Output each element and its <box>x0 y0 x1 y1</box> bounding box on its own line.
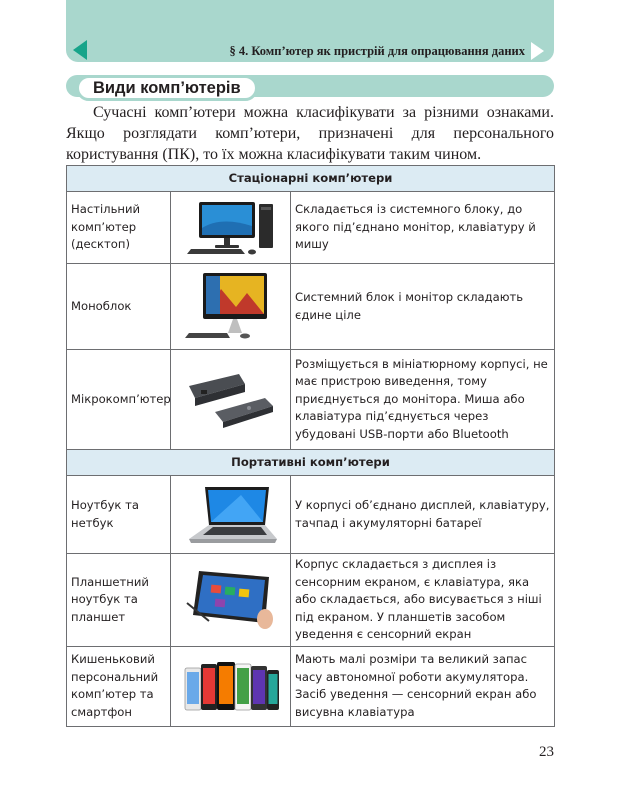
group-header-stationary: Стаціонарні комп’ютери <box>67 166 555 192</box>
all-in-one-pc-image <box>181 269 281 345</box>
desktop-pc-image <box>181 198 281 258</box>
row-description: У корпусі об’єднано дисплей, клавіатуру, тачпад і акумуляторні батареї <box>291 476 555 554</box>
row-name: Планшетний ноутбук та планшет <box>67 554 171 647</box>
classification-table <box>66 165 555 727</box>
running-head: § 4. Комп’ютер як пристрій для опрацювання даних <box>229 44 525 58</box>
smartphones-image <box>181 656 281 716</box>
tablet-stylus-image <box>181 563 281 637</box>
back-arrow-icon <box>73 40 87 60</box>
intro-paragraph: Сучасні комп’ютери можна класифікувати за різними ознаками. Якщо розглядати комп’ютери, призначені для персонального користування (ПК), то їх можна класифікувати таким чином. <box>66 104 554 163</box>
table-row <box>67 350 555 450</box>
row-description: Мають малі розміри та великий запас часу автономної роботи акумулятора. Засіб уведення — сенсорний екран або висувна клавіатура <box>291 646 555 726</box>
group-header-portable: Портативні комп’ютери <box>67 450 555 476</box>
table-row <box>67 192 555 264</box>
row-name: Мікрокомп’ютер <box>67 350 171 450</box>
row-description: Розміщується в мініатюрному корпусі, не має пристрою виведення, тому приєднується до монітора. Миша або клавіатура під’єднується через убудовані USB-порти або Bluetooth <box>291 350 555 450</box>
table-row <box>67 264 555 350</box>
forward-arrow-icon <box>531 42 544 60</box>
table-row <box>67 476 555 554</box>
row-description: Корпус складається з дисплея із сенсорним екраном, є клавіатура, яка або складається, або висувається з ніші під екраном. У планшетів засобом уведення є сенсорний екран <box>291 554 555 647</box>
section-title: Види комп’ютерів <box>76 75 258 101</box>
laptop-image <box>181 483 281 547</box>
table-row <box>67 646 555 726</box>
table-row <box>67 554 555 647</box>
row-name: Ноутбук та нетбук <box>67 476 171 554</box>
row-name: Моноблок <box>67 264 171 350</box>
row-description: Складається із системного блоку, до якого під’єднано монітор, клавіатуру й мишу <box>291 192 555 264</box>
page-number: 23 <box>539 744 554 760</box>
row-name: Настільний комп’ютер (десктоп) <box>67 192 171 264</box>
row-name: Кишеньковий персональний комп’ютер та смартфон <box>67 646 171 726</box>
row-description: Системний блок і монітор складають єдине ціле <box>291 264 555 350</box>
mini-pc-stick-image <box>181 368 281 432</box>
